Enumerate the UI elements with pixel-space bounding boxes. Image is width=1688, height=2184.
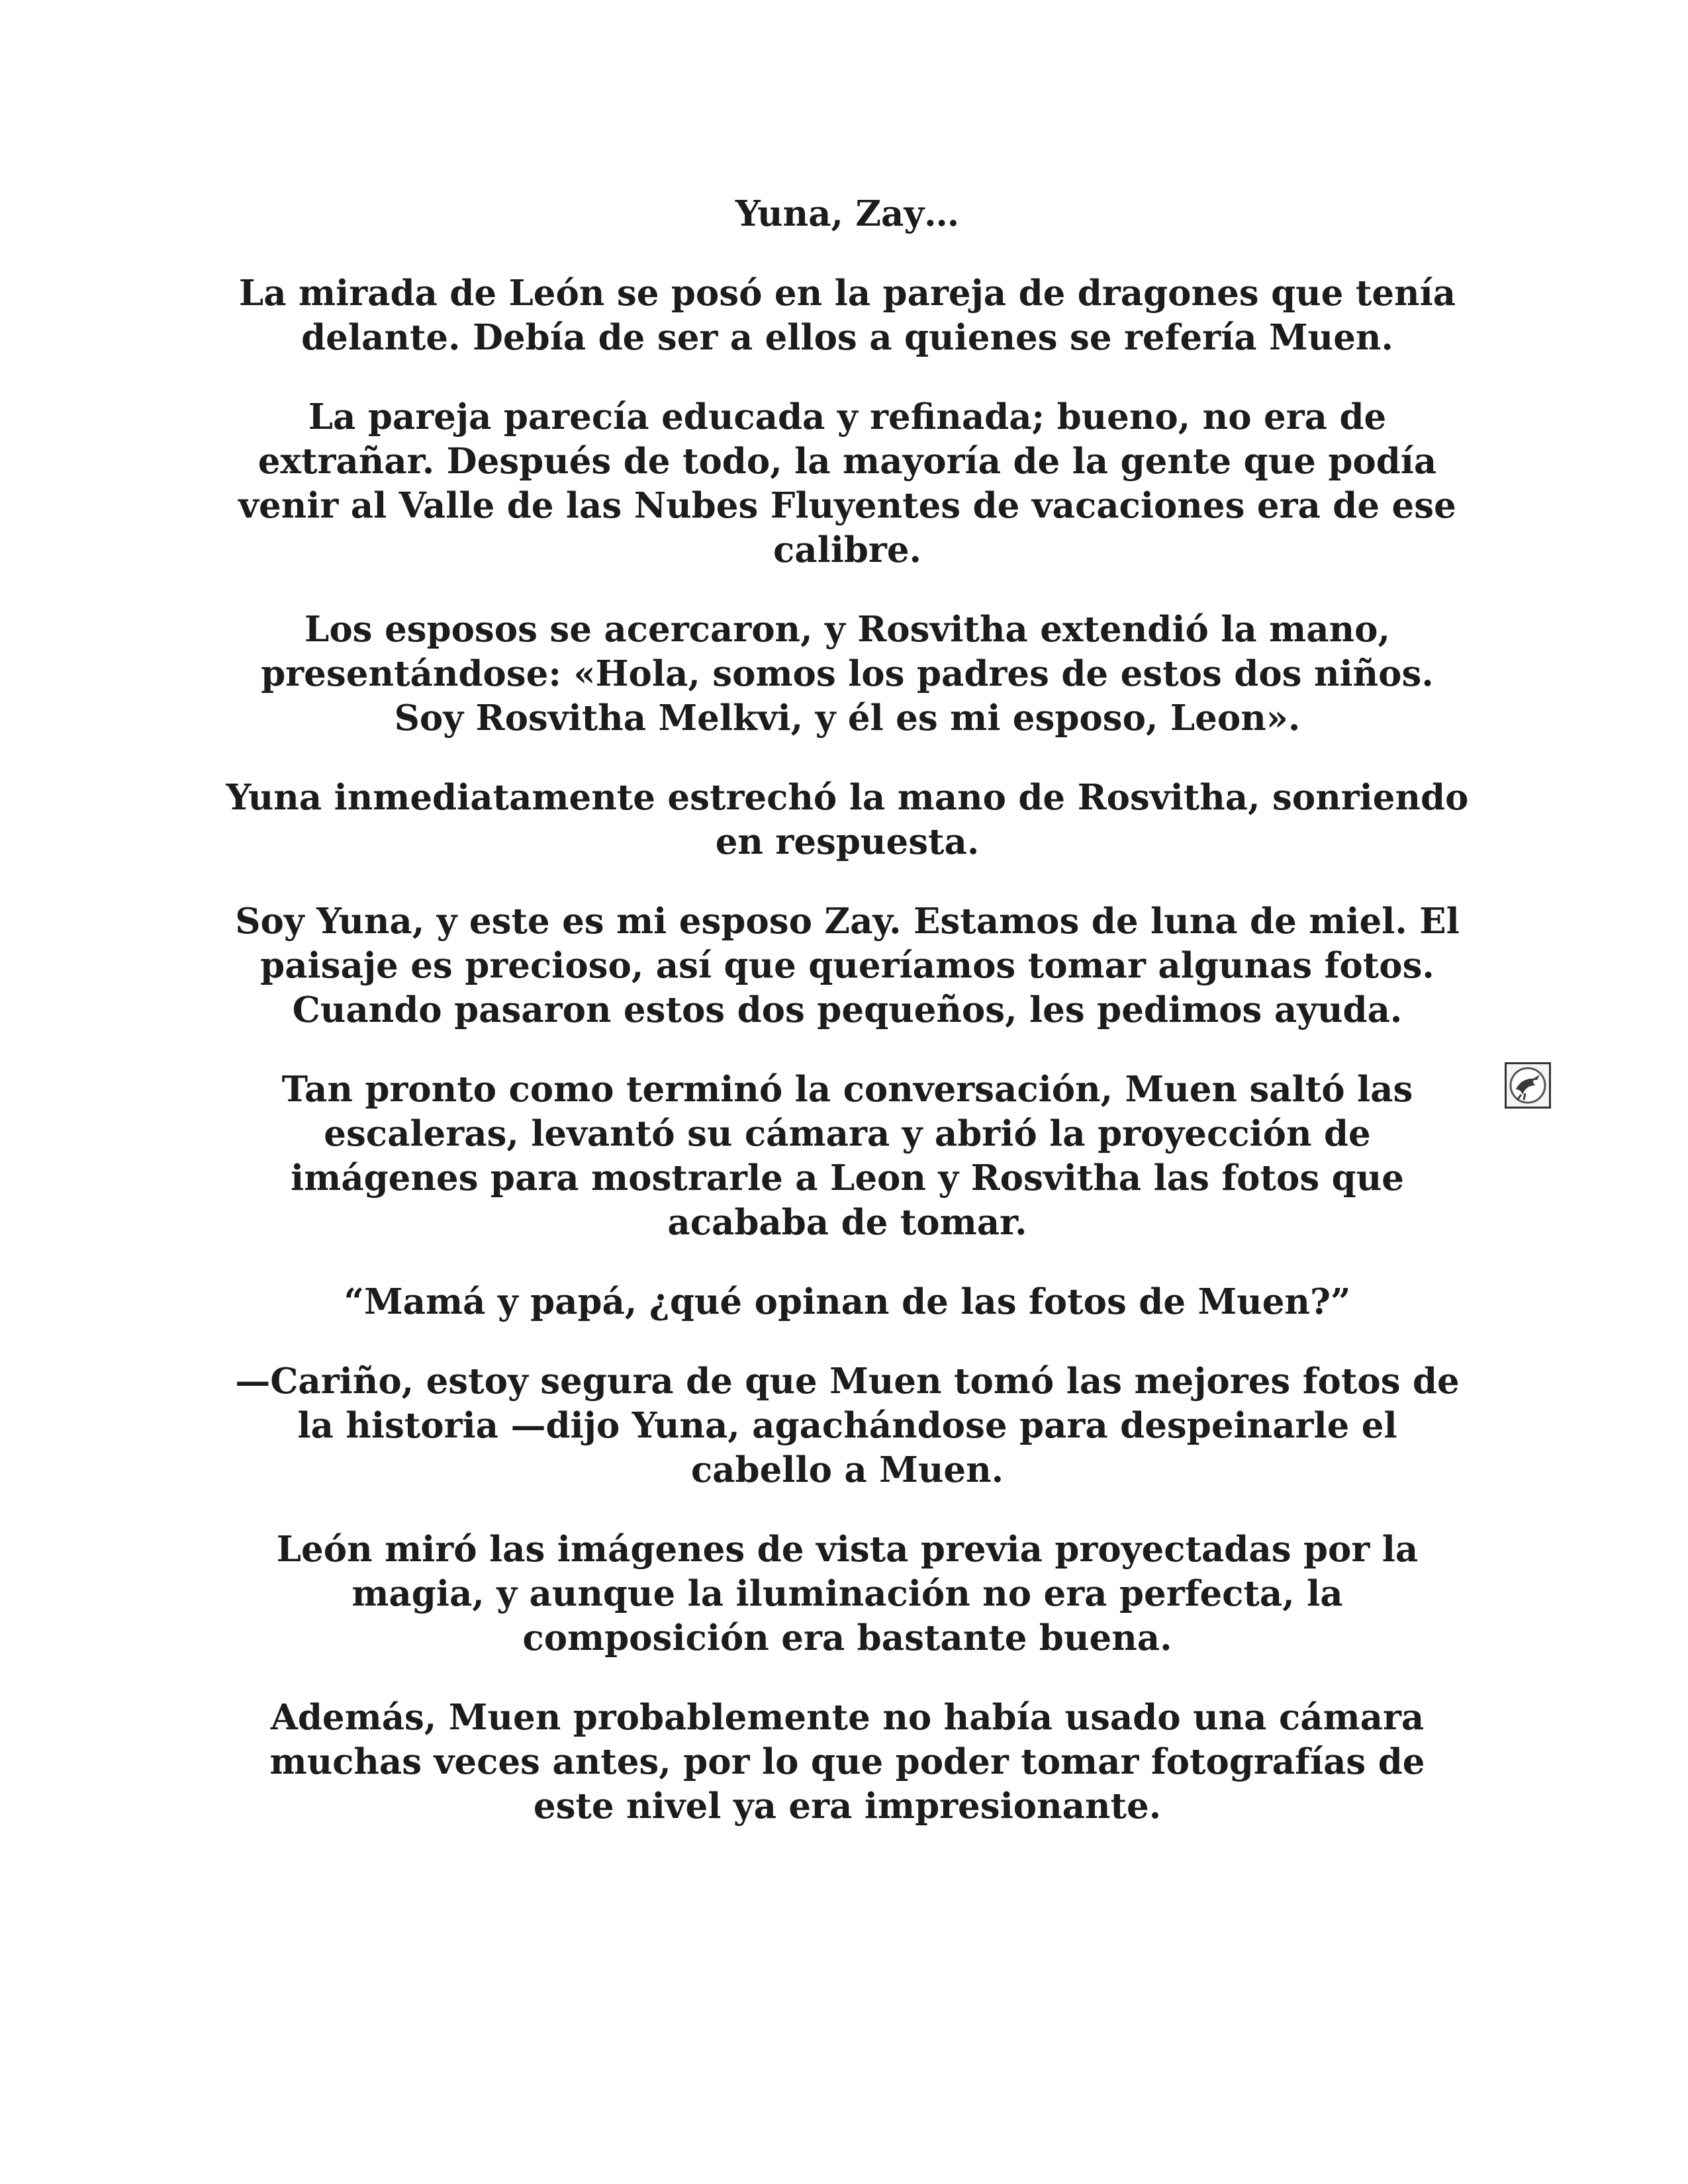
paragraph: La mirada de León se posó en la pareja de dragones que tenía delante. Debía de ser a ellos a quienes se refería Muen.	[238, 273, 1456, 358]
paragraph: La pareja parecía educada y refinada; bueno, no era de extrañar. Después de todo, la mayoría de la gente que podía venir al Valle de las Nubes Fluyentes de vacaciones era de ese calibre.	[238, 396, 1456, 570]
paragraph: Además, Muen probablemente no había usado una cámara muchas veces antes, por lo que poder tomar fotografías de este nivel ya era impresionante.	[269, 1697, 1425, 1827]
paragraph: “Mamá y papá, ¿qué opinan de las fotos de Muen?”	[344, 1281, 1351, 1322]
paragraph: Los esposos se acercaron, y Rosvitha extendió la mano, presentándose: «Hola, somos los padres de estos dos niños. Soy Rosvitha Melkvi, y él es mi esposo, Leon».	[261, 609, 1434, 739]
paragraph: Yuna inmediatamente estrechó la mano de Rosvitha, sonriendo en respuesta.	[226, 777, 1469, 862]
document-body	[225, 192, 1470, 1864]
dragon-emblem-icon	[1505, 1062, 1551, 1109]
paragraph: Tan pronto como terminó la conversación, Muen saltó las escaleras, levantó su cámara y abrió la proyección de imágenes para mostrarle a Leon y Rosvitha las fotos que acababa de tomar.	[281, 1069, 1413, 1243]
paragraph: Soy Yuna, y este es mi esposo Zay. Estamos de luna de miel. El paisaje es precioso, así que queríamos tomar algunas fotos. Cuando pasaron estos dos pequeños, les pedimos ayuda.	[235, 901, 1460, 1030]
paragraph: —Cariño, estoy segura de que Muen tomó las mejores fotos de la historia —dijo Yuna, agachándose para despeinarle el cabello a Muen.	[235, 1361, 1460, 1490]
paragraph: Yuna, Zay…	[735, 193, 960, 234]
paragraph: León miró las imágenes de vista previa proyectadas por la magia, y aunque la iluminación no era perfecta, la composición era bastante buena.	[276, 1529, 1419, 1659]
